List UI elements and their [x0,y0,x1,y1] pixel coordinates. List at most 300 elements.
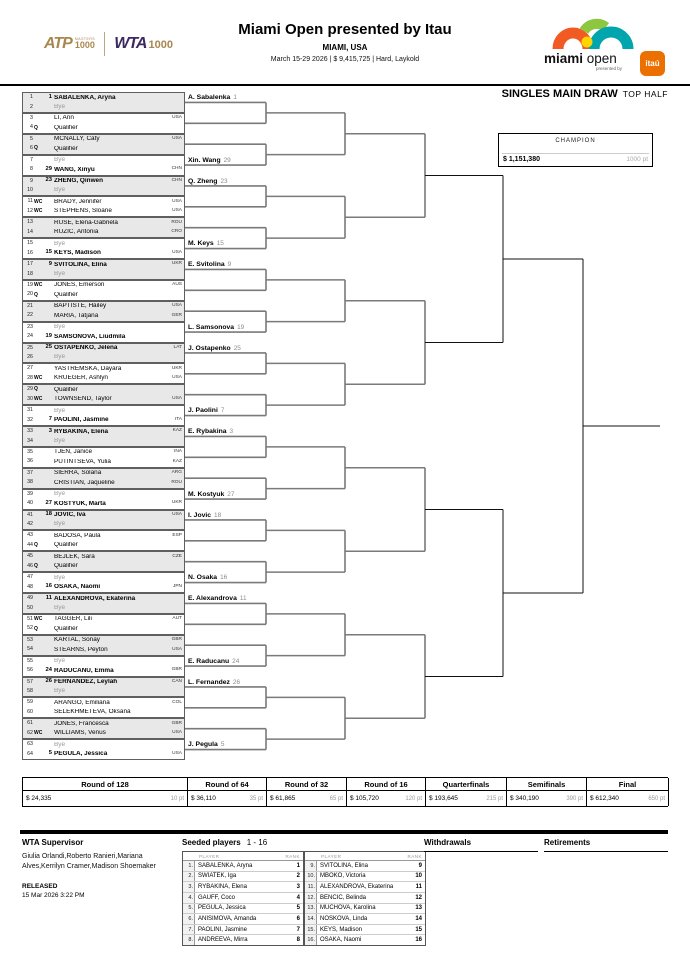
country-code: GBR [171,720,182,726]
player-name: ALEXANDROVA, Ekaterina [54,595,136,602]
player-name: Bye [54,437,66,444]
line-number: 44 [27,541,33,548]
line-number: 48 [27,583,33,590]
tournament-meta: March 15-29 2026 | $ 9,415,725 | Hard, Laykold [270,56,420,63]
wildcard-tag: WC [34,198,43,205]
player-name: WILLIAMS, Venus [54,730,106,737]
draw-row-47 [23,573,184,582]
seeded-players-table [182,851,426,946]
seed-player: RYBAKINA, Elena [198,884,247,891]
seed-rank: 6 [296,915,300,922]
match-box-10 [22,280,185,301]
champion-box [498,133,653,167]
winner-seed: 3 [229,428,234,436]
tournament-title: Miami Open presented by Itau [238,21,452,38]
player-name: Qualifier [54,542,78,549]
line-number: 28 [27,374,33,381]
seed-player: PEGULA, Jessica [198,905,246,912]
country-code: CAN [171,678,182,684]
country-code: JPN [172,583,182,589]
prize-money: $ 340,190 [510,795,539,802]
country-code: CZE [172,553,182,559]
seed-number: 23 [45,177,52,184]
draw-row-32 [23,416,184,425]
seed-row-11 [305,882,425,893]
line-number: 16 [27,249,33,256]
round-header: Quarterfinals [426,778,506,791]
line-number: 47 [27,574,33,581]
round-values [507,791,586,806]
seed-player: BENCIC, Belinda [320,894,367,901]
seed-rank: 1 [296,862,300,869]
seed-number: 27 [45,499,52,506]
player-name: Bye [54,157,66,164]
seed-row-12 [305,893,425,904]
draw-row-30 [23,395,184,404]
seed-table-half-2 [303,852,425,945]
prize-money: $ 612,340 [590,795,619,802]
seed-number: 16 [45,583,52,590]
country-code: USA [172,750,182,756]
seed-row-8 [183,935,303,945]
line-number: 55 [27,657,33,664]
player-name: BEJLEK, Sara [54,553,95,560]
draw-row-23 [23,323,184,332]
winner-seed: 25 [233,344,241,352]
seed-row-5 [183,904,303,915]
match-box-7 [22,217,185,238]
line-number: 17 [27,261,33,268]
player-name: Bye [54,354,66,361]
country-code: USA [172,730,182,735]
match-box-5 [22,176,185,197]
line-number: 49 [27,595,33,602]
seed-row-10 [305,872,425,883]
draw-row-62 [23,729,184,738]
winner-seed: 26 [232,678,241,686]
player-name: SAMSONOVA, Liudmila [54,333,126,340]
player-name: BRADY, Jennifer [54,198,102,205]
match-box-27 [22,635,185,656]
r64-winner-slot-17 [188,428,233,435]
line-number: 53 [27,636,33,643]
country-code: USA [172,375,182,381]
seed-index: 14. [305,914,317,924]
draw-row-1 [23,93,184,102]
r64-winner-slot-4 [188,157,231,164]
line-number: 15 [27,240,33,247]
wildcard-tag: WC [34,282,43,289]
line-number: 2 [30,103,33,110]
player-name: KOSTYUK, Marta [54,500,106,507]
seed-player: ANDREEVA, Mirra [198,937,248,944]
round-values [267,791,346,806]
country-code: USA [172,511,182,517]
champion-divider [502,153,649,154]
draw-row-13 [23,218,184,227]
seed-rank: 14 [415,915,422,922]
country-code: AUS [172,282,182,288]
seed-row-15 [305,925,425,936]
country-code: USA [172,249,182,255]
winner-name: E. Raducanu [188,657,230,665]
seed-table-header [305,852,425,861]
line-number: 61 [27,720,33,727]
seed-player: OSAKA, Naomi [320,937,362,944]
line-number: 58 [27,688,33,694]
seed-rank: 11 [415,884,422,891]
prize-money: $ 61,865 [270,795,296,802]
player-name: RUZIC, Antonia [54,229,99,236]
draw-row-35 [23,448,184,457]
player-name: Bye [54,741,66,748]
seed-number: 1 [48,93,52,100]
winner-name: L. Fernandez [188,678,230,686]
player-name: Bye [54,521,66,528]
player-name: TJEN, Janice [54,449,93,456]
seed-player: SWIATEK, Iga [198,873,237,880]
round-header: Semifinals [507,778,586,791]
released-date: 15 Mar 2026 3:22 PM [22,891,85,899]
country-code: LAT [173,344,182,350]
winner-seed: 9 [227,261,232,269]
seed-row-6 [183,914,303,925]
qualifier-tag: Q [34,625,38,632]
country-code: CRO [171,229,182,234]
seed-number: 3 [48,427,52,434]
match-box-2 [22,113,185,134]
seed-number: 11 [45,594,52,601]
seed-index: 5. [183,904,195,914]
draw-title-half: TOP HALF [622,89,668,99]
country-code: UKR [171,500,182,506]
withdrawals-title: Withdrawals [424,838,472,847]
line-number: 59 [27,699,33,706]
country-code: KAZ [172,428,182,434]
seed-player: KEYS, Madison [320,926,363,933]
draw-row-29 [23,385,184,394]
line-number: 23 [27,323,33,330]
seed-index: 8. [183,935,195,945]
draw-row-33 [23,427,184,436]
line-number: 7 [30,156,33,163]
line-number: 40 [27,500,33,507]
line-number: 39 [27,490,33,497]
player-name: KRUEGER, Ashlyn [54,375,108,382]
line-number: 22 [27,312,33,319]
seed-number: 26 [45,678,52,685]
footer-divider-bar [20,830,668,834]
seed-row-16 [305,935,425,945]
player-name: JONES, Francesca [54,720,109,727]
released-label: RELEASED [22,882,58,890]
winner-seed: 16 [220,574,228,582]
wildcard-tag: WC [34,375,43,382]
draw-row-22 [23,311,184,320]
seed-player: NOSKOVA, Linda [320,915,368,922]
withdrawals-underline [424,851,538,852]
line-number: 31 [27,407,33,414]
seed-player: ALEXANDROVA, Ekaterina [320,884,394,891]
match-box-30 [22,697,185,718]
player-name: Bye [54,658,66,665]
r64-winner-slot-16 [188,407,224,414]
r64-winner-slot-8 [188,240,224,247]
match-box-13 [22,343,185,364]
retirements-underline [544,851,668,852]
champion-points: 1000 pt [626,156,648,163]
country-code: GER [171,312,182,318]
country-code: USA [172,303,182,309]
round-header: Round of 64 [188,778,266,791]
supervisor-block [22,838,182,899]
player-name: OSTAPENKO, Jelena [54,345,118,352]
round-header: Round of 16 [347,778,425,791]
player-name: RADUCANU, Emma [54,667,114,674]
line-number: 64 [27,750,33,757]
match-box-28 [22,656,185,677]
draw-row-9 [23,177,184,186]
match-box-19 [22,468,185,489]
r64-winner-slot-32 [188,741,224,748]
player-name: OSAKA, Naomi [54,584,101,591]
seed-index: 12. [305,893,317,903]
line-number: 18 [27,270,33,277]
seed-number: 18 [45,511,52,518]
seed-index: 10. [305,872,317,882]
winner-name: A. Sabalenka [188,94,231,102]
seed-rank: 3 [296,884,300,891]
line-number: 32 [27,416,33,423]
ranking-points: 120 pt [405,795,422,802]
draw-row-44 [23,541,184,550]
player-name: LI, Ann [54,115,74,122]
line-number: 57 [27,678,33,685]
tour-logos [44,32,173,56]
prize-money: $ 24,335 [26,795,52,802]
line-number: 26 [27,354,33,360]
winner-seed: 19 [237,323,245,331]
seed-row-4 [183,893,303,904]
match-box-21 [22,510,185,531]
country-code: USA [172,208,182,214]
seed-rank: 8 [296,937,300,944]
seeded-players-range: 1 - 16 [246,838,268,847]
seed-index: 7. [183,925,195,935]
draw-row-12 [23,207,184,216]
qualifier-tag: Q [34,386,38,393]
draw-row-16 [23,249,184,258]
r64-winner-slot-29 [188,679,240,686]
player-name: WANG, Xinyu [54,166,95,173]
seed-row-9 [305,861,425,872]
seeded-players-title: Seeded players 1 - 16 [182,838,268,847]
match-box-3 [22,134,185,155]
country-code: ESP [172,532,182,538]
match-box-8 [22,238,185,259]
player-name: Bye [54,270,66,277]
draw-row-2 [23,102,184,111]
seed-row-13 [305,904,425,915]
qualifier-tag: Q [34,562,38,569]
seed-row-14 [305,914,425,925]
seed-table-half-1 [183,852,303,945]
seed-player: MUCHOVA, Karolina [320,905,376,912]
round-of-128-column [22,92,185,761]
draw-row-26 [23,353,184,362]
draw-row-24 [23,332,184,341]
draw-row-36 [23,457,184,466]
player-name: JOVIC, Iva [54,512,86,519]
winner-seed: 11 [239,595,247,603]
winner-name: J. Ostapenko [188,344,231,352]
winner-name: L. Samsonova [188,323,235,331]
country-code: ROU [171,219,182,225]
match-box-11 [22,301,185,322]
seed-index: 1. [183,861,195,871]
line-number: 62 [27,729,33,736]
draw-row-27 [23,364,184,373]
r64-winner-slot-9 [188,261,231,268]
draw-row-3 [23,114,184,123]
atp-logo-text: ATP [44,35,72,52]
wildcard-tag: WC [34,616,43,623]
rank-column-header: RANK [285,853,300,859]
player-name: CRISTIAN, Jaqueline [54,479,115,486]
miami-open-logo [538,5,668,77]
line-number: 11 [27,198,33,205]
qualifier-tag: Q [34,542,38,549]
player-name: ZHENG, Qinwen [54,178,103,185]
line-number: 24 [27,333,33,340]
player-name: Bye [54,688,66,695]
player-name: SIERRA, Solana [54,470,102,477]
atp-1000-logo [44,35,95,53]
round-values [188,791,266,806]
line-number: 50 [27,604,33,611]
wildcard-tag: WC [34,395,43,402]
country-code: GBR [171,637,182,643]
draw-row-55 [23,657,184,666]
match-box-26 [22,614,185,635]
presented-by-label: presented by [596,66,623,71]
draw-row-50 [23,603,184,612]
seed-rank: 10 [415,873,422,880]
line-number: 4 [30,124,33,131]
line-number: 35 [27,448,33,455]
draw-row-19 [23,281,184,290]
winner-name: J. Pegula [188,741,218,749]
draw-row-39 [23,490,184,499]
header-rule [0,84,690,86]
country-code: UKR [171,365,182,371]
line-number: 42 [27,521,33,527]
line-number: 14 [27,228,33,235]
draw-row-43 [23,531,184,540]
line-number: 1 [30,94,33,101]
player-name: TAGGER, Lili [54,616,92,623]
draw-row-57 [23,678,184,687]
match-box-18 [22,447,185,468]
draw-row-4 [23,123,184,132]
country-code: CHN [171,166,182,172]
country-code: INA [174,449,182,455]
line-number: 25 [27,344,33,351]
seed-rank: 9 [418,862,422,869]
match-box-12 [22,322,185,343]
match-box-17 [22,426,185,447]
player-name: Bye [54,187,66,194]
country-code: USA [172,115,182,121]
line-number: 52 [27,625,33,632]
match-box-22 [22,530,185,551]
winner-name: Q. Zheng [188,177,218,185]
prize-col-round-of-16 [347,778,426,806]
seed-player: PAOLINI, Jasmine [198,926,247,933]
seed-index: 4. [183,893,195,903]
wildcard-tag: WC [34,729,43,736]
line-number: 12 [27,207,33,214]
draw-row-41 [23,511,184,520]
line-number: 3 [30,114,33,121]
prize-col-final [587,778,669,806]
match-box-9 [22,259,185,280]
seed-rank: 16 [415,937,422,944]
seed-index: 16. [305,935,317,945]
line-number: 6 [30,145,33,152]
winner-name: I. Jovic [188,511,212,519]
qualifier-tag: Q [34,145,38,152]
line-number: 9 [30,177,33,184]
match-box-31 [22,718,185,739]
seed-player: ANISIMOVA, Amanda [198,915,257,922]
line-number: 13 [27,219,33,226]
retirements-section [544,838,668,852]
match-box-25 [22,593,185,614]
player-name: Bye [54,574,66,581]
line-number: 36 [27,458,33,465]
country-code: ARG [171,470,182,476]
draw-row-54 [23,645,184,654]
seed-player: MBOKO, Victoria [320,873,366,880]
seed-rank: 15 [415,926,422,933]
seed-rank: 4 [296,894,300,901]
draw-row-6 [23,144,184,153]
r64-winner-slot-28 [188,658,239,665]
draw-row-61 [23,719,184,728]
winner-name: E. Alexandrova [188,595,237,603]
draw-row-59 [23,698,184,707]
player-name: PEGULA, Jessica [54,751,108,758]
country-code: KAZ [172,458,182,464]
seed-index: 13. [305,904,317,914]
seed-rank: 5 [296,905,300,912]
draw-row-60 [23,708,184,717]
draw-row-8 [23,165,184,174]
player-column-header: PLAYER [321,853,342,859]
seed-rank: 13 [415,905,422,912]
player-column-header: PLAYER [199,853,220,859]
draw-row-49 [23,594,184,603]
line-number: 8 [30,166,33,173]
tournament-header [160,21,530,63]
seed-rank: 2 [296,873,300,880]
line-number: 43 [27,532,33,539]
player-name: STEPHENS, Sloane [54,208,112,215]
player-name: ARANGO, Emiliana [54,699,110,706]
player-name: Bye [54,103,66,110]
line-number: 38 [27,479,33,486]
